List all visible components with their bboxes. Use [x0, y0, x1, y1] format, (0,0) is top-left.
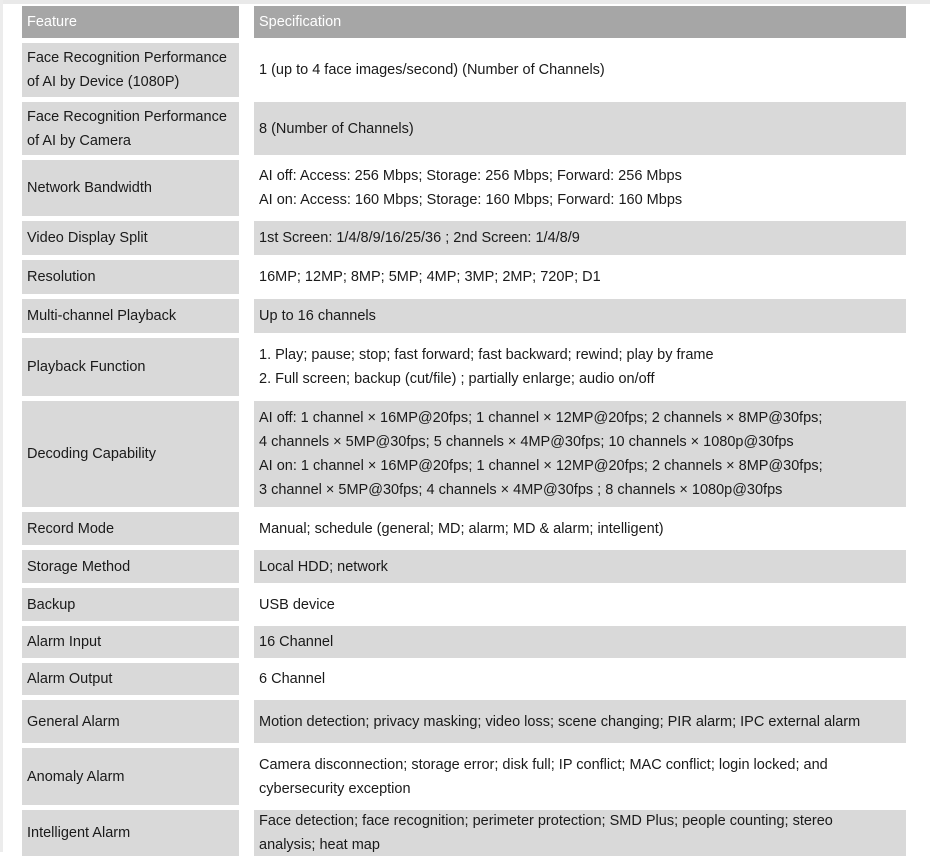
header-feature: Feature [22, 6, 239, 38]
specification-cell [254, 401, 906, 507]
column-gap [239, 626, 254, 658]
specification-line: USB device [259, 596, 335, 613]
column-gap [239, 810, 254, 856]
specification-cell [254, 810, 906, 856]
spec-table [22, 6, 906, 861]
feature-cell: Backup [22, 588, 239, 621]
specification-line: analysis; heat map [259, 837, 380, 853]
specification-line: 8 (Number of Channels) [259, 120, 414, 137]
feature-cell: Alarm Input [22, 626, 239, 658]
specification-line: AI on: 1 channel × 16MP@20fps; 1 channel × 12MP@20fps; 2 channels × 8MP@30fps; [259, 458, 823, 474]
specification-line: Manual; schedule (general; MD; alarm; MD & alarm; intelligent) [259, 520, 664, 537]
specification-line: Up to 16 channels [259, 308, 376, 324]
column-gap [239, 401, 254, 507]
column-gap [239, 43, 254, 97]
table-row [22, 550, 906, 583]
table-body [22, 43, 906, 856]
specification-line: cybersecurity exception [259, 780, 411, 797]
table-row [22, 160, 906, 216]
column-gap [239, 299, 254, 333]
feature-cell: Decoding Capability [22, 401, 239, 507]
specification-line: AI off: 1 channel × 16MP@20fps; 1 channel × 12MP@20fps; 2 channels × 8MP@30fps; [259, 410, 823, 426]
specification-line: 1st Screen: 1/4/8/9/16/25/36 ; 2nd Screen: 1/4/8/9 [259, 230, 580, 246]
feature-cell: Face Recognition Performance of AI by Camera [22, 102, 239, 155]
specification-line: AI off: Access: 256 Mbps; Storage: 256 Mbps; Forward: 256 Mbps [259, 168, 682, 184]
feature-cell: Face Recognition Performance of AI by Device (1080P) [22, 43, 239, 97]
table-row [22, 401, 906, 507]
specification-cell [254, 588, 906, 621]
feature-cell: Alarm Output [22, 663, 239, 695]
specification-cell [254, 43, 906, 97]
specification-line: 1. Play; pause; stop; fast forward; fast backward; rewind; play by frame [259, 347, 714, 363]
column-gap [239, 512, 254, 545]
specification-cell [254, 512, 906, 545]
table-row [22, 626, 906, 658]
specification-cell [254, 748, 906, 805]
feature-cell: Anomaly Alarm [22, 748, 239, 805]
column-gap [239, 550, 254, 583]
specification-line: 1 (up to 4 face images/second) (Number of Channels) [259, 62, 605, 78]
specification-line: Local HDD; network [259, 558, 388, 575]
specification-line: AI on: Access: 160 Mbps; Storage: 160 Mbps; Forward: 160 Mbps [259, 192, 683, 208]
specification-cell [254, 260, 906, 294]
feature-cell: Intelligent Alarm [22, 810, 239, 856]
table-row [22, 512, 906, 545]
specification-line: Motion detection; privacy masking; video loss; scene changing; PIR alarm; IPC external alarm [259, 713, 861, 730]
feature-cell: Network Bandwidth [22, 160, 239, 216]
table-row [22, 338, 906, 396]
feature-cell: Multi-channel Playback [22, 299, 239, 333]
column-gap [239, 221, 254, 255]
column-gap [239, 338, 254, 396]
feature-cell: Storage Method [22, 550, 239, 583]
table-row [22, 700, 906, 743]
table-header [22, 6, 906, 38]
feature-cell: Resolution [22, 260, 239, 294]
table-row [22, 663, 906, 695]
column-gap [239, 102, 254, 155]
specification-line: 3 channel × 5MP@30fps; 4 channels × 4MP@30fps ; 8 channels × 1080p@30fps [259, 482, 783, 498]
specification-cell [254, 160, 906, 216]
specification-line: Face detection; face recognition; perimeter protection; SMD Plus; people counting; stereo [259, 813, 833, 829]
table-row [22, 810, 906, 856]
column-gap [239, 748, 254, 805]
header-specification: Specification [254, 6, 906, 38]
specification-cell [254, 626, 906, 658]
column-gap [239, 6, 254, 38]
column-gap [239, 700, 254, 743]
column-gap [239, 663, 254, 695]
feature-cell: Record Mode [22, 512, 239, 545]
table-row [22, 588, 906, 621]
table-row [22, 748, 906, 805]
feature-cell: Playback Function [22, 338, 239, 396]
specification-cell [254, 338, 906, 396]
column-gap [239, 260, 254, 294]
table-row [22, 299, 906, 333]
feature-cell: General Alarm [22, 700, 239, 743]
column-gap [239, 588, 254, 621]
feature-cell: Video Display Split [22, 221, 239, 255]
specification-cell [254, 221, 906, 255]
specification-line: 16 Channel [259, 634, 334, 650]
left-border [0, 0, 3, 852]
specification-line: Camera disconnection; storage error; disk full; IP conflict; MAC conflict; login locked; and [259, 756, 828, 773]
specification-line: 16MP; 12MP; 8MP; 5MP; 4MP; 3MP; 2MP; 720P; D1 [259, 269, 601, 285]
specification-line: 6 Channel [259, 671, 326, 687]
column-gap [239, 160, 254, 216]
specification-line: 4 channels × 5MP@30fps; 5 channels × 4MP@30fps; 10 channels × 1080p@30fps [259, 434, 794, 450]
specification-cell [254, 663, 906, 695]
specification-cell [254, 102, 906, 155]
table-row [22, 260, 906, 294]
specification-cell [254, 700, 906, 743]
top-border [0, 0, 930, 4]
specification-line: 2. Full screen; backup (cut/file) ; partially enlarge; audio on/off [259, 371, 655, 387]
specification-cell [254, 550, 906, 583]
table-row [22, 102, 906, 155]
table-row [22, 43, 906, 97]
table-row [22, 221, 906, 255]
specification-cell [254, 299, 906, 333]
